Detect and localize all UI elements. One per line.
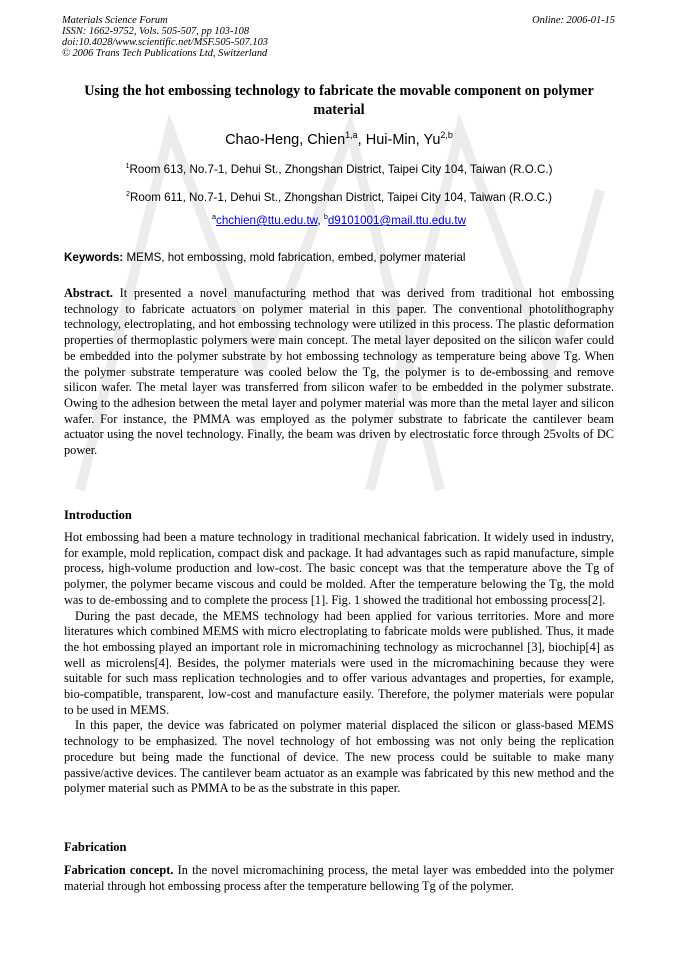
affiliation-2-text: Room 611, No.7-1, Dehui St., Zhongshan District, Taipei City 104, Taiwan (R.O.C.) [129, 191, 553, 204]
journal-name: Materials Science Forum [62, 15, 168, 26]
copyright-line: © 2006 Trans Tech Publications Ltd, Switzerland [62, 48, 268, 59]
fabrication-concept-label: Fabrication concept. [64, 863, 174, 877]
email-a-mark: a [212, 212, 217, 222]
paper-title: Using the hot embossing technology to fabricate the movable component on polymer material [84, 83, 594, 118]
author-line [64, 131, 614, 149]
journal-header [62, 15, 268, 59]
author-1-marks: 1,a [345, 130, 358, 141]
keywords-label: Keywords: [64, 251, 124, 264]
author-2: Hui-Min, Yu [365, 132, 441, 148]
email-b-mark: b [323, 212, 328, 222]
introduction-heading: Introduction [64, 508, 132, 522]
introduction-body [64, 530, 614, 797]
author-separator: , [357, 132, 366, 148]
affiliation-1 [64, 163, 614, 177]
abstract [64, 286, 614, 459]
intro-paragraph-3: In this paper, the device was fabricated on polymer material displaced the silicon or glass-based MEMS technology to be emphasized. The novel technology of hot embossing was not only being the replication procedure but being made the functional of device. The new process could be suitable to make many passive/active devices. The cantilever beam actuator as an example was fabricated by this new method and the polymer material such as PMMA to be as the substrate in this paper. [64, 718, 614, 796]
doi-line: doi:10.4028/www.scientific.net/MSF.505-507.103 [62, 37, 268, 48]
affiliation-2-mark: 2 [125, 189, 130, 199]
issn-line: ISSN: 1662-9752, Vols. 505-507, pp 103-108 [62, 26, 250, 37]
email-line [64, 214, 614, 228]
intro-paragraph-2: During the past decade, the MEMS technology had been applied for various territories. More and more literatures which combined MEMS with micro electroplating to fabricate molds were published. Thus, it made the hot embossing played an important role in micromachining technology as microchannel [3], biochip[4] as well as microlens[4]. Besides, the polymer materials were used in the micromachining because they were suitable for such mass replication technologies and to offer various advantages and properties, for example, bio-compatible, transparent, low-cost and manufacture easily. Therefore, the polymer materials were popular to be used in MEMS. [64, 608, 614, 717]
fabrication-concept-text: In the novel micromachining process, the metal layer was embedded into the polymer material through hot embossing process after the temperature bellowing Tg of the polymer. [64, 863, 614, 893]
affiliation-1-mark: 1 [125, 161, 130, 171]
email-link-a[interactable]: chchien@ttu.edu.tw [216, 214, 318, 227]
fabrication-heading: Fabrication [64, 840, 127, 854]
affiliation-2 [64, 191, 614, 205]
email-link-b[interactable]: d9101001@mail.ttu.edu.tw [327, 214, 466, 227]
intro-paragraph-1: Hot embossing had been a mature technology in traditional mechanical fabrication. It widely used in industry, for example, mold replication, compact disk and package. It had advantages such as rapid manufacture, simple process, high-volume production and low-cost. The basic concept was that the temperature above the Tg of polymer, the polymer became viscous and could be molded. After the temperature belowing the Tg, the mold was to de-embossing and to complete the process [1]. Fig. 1 showed the traditional hot embossing process[2]. [64, 530, 614, 607]
online-date: Online: 2006-01-15 [532, 15, 615, 26]
fabrication-body [64, 863, 614, 894]
abstract-text: It presented a novel manufacturing method that was derived from traditional hot embossing technology to fabricate actuators on polymer material in this paper. The conventional photolithography technology, electroplating, and hot embossing technology were utilized in this process. The plastic deformation properties of thermoplastic polymers were main concept. The metal layer deposited on the silicon wafer could be embedded into the polymer substrate by hot embossing technology as temperature being above Tg. When the polymer substrate temperature was cooled below the Tg, the polymer is to de-embossing and remove silicon wafer. The metal layer was transferred from silicon wafer to be embedded in the polymer substrate. Owing to the adhesion between the metal layer and polymer material was more than the metal layer and silicon wafer. For instance, the PMMA was employed as the polymer substrate to fabricate the cantilever beam actuator using the novel technology. Finally, the beam was driven by electrostatic force through 25volts of DC power. [64, 286, 615, 458]
affiliation-1-text: Room 613, No.7-1, Dehui St., Zhongshan District, Taipei City 104, Taiwan (R.O.C.) [129, 163, 553, 176]
email-separator: , [317, 214, 324, 227]
author-2-marks: 2,b [440, 130, 453, 141]
keywords-text: MEMS, hot embossing, mold fabrication, embed, polymer material [126, 251, 466, 264]
author-1: Chao-Heng, Chien [225, 132, 346, 148]
abstract-label: Abstract. [64, 286, 114, 300]
keywords-line [64, 251, 614, 265]
